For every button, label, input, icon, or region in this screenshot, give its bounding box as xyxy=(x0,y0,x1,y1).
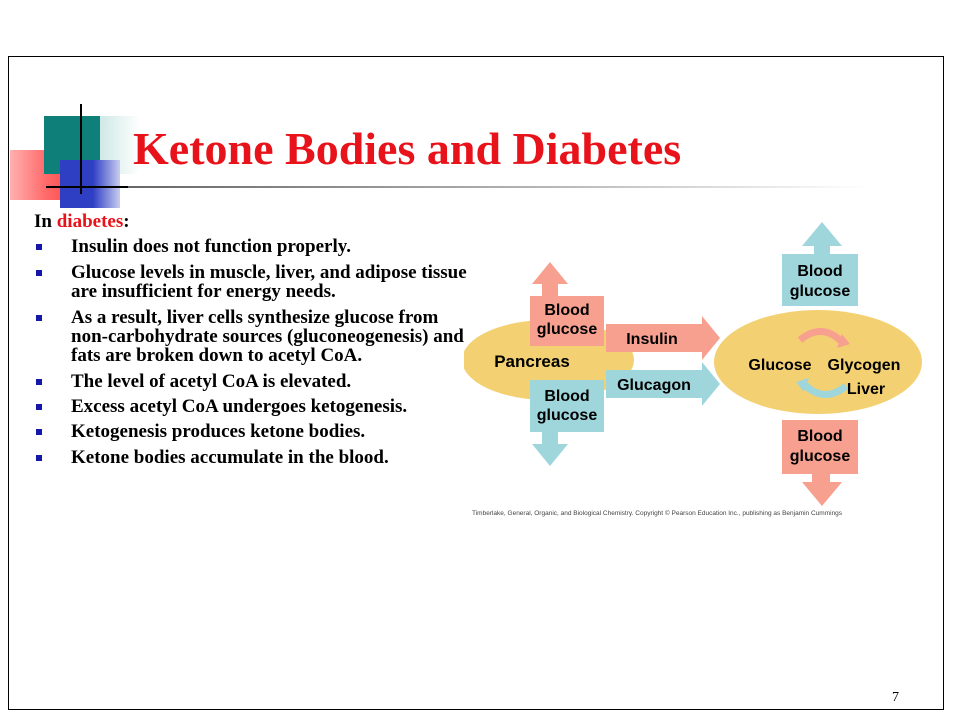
decor-blue-square xyxy=(60,160,120,208)
intro-line xyxy=(34,212,479,231)
bullet-item xyxy=(34,237,479,256)
bullet-icon xyxy=(36,404,42,410)
glucose-label: Glucose xyxy=(748,357,812,374)
bullet-icon xyxy=(36,270,42,276)
bullet-item xyxy=(34,448,479,467)
liver-blood-down-line2: glucose xyxy=(789,448,851,465)
bullet-text: Ketone bodies accumulate in the blood. xyxy=(71,446,389,468)
page-number: 7 xyxy=(892,690,899,705)
intro-suffix: : xyxy=(123,211,130,232)
bullet-icon xyxy=(36,379,42,385)
diagram-caption: Timberlake, General, Organic, and Biological Chemistry. Copyright © Pearson Education Inc., publishing as Benjamin Cummings xyxy=(472,510,843,517)
liver-blood-up-line1: Blood xyxy=(797,263,843,280)
bullet-text: As a result, liver cells synthesize glucose from non-carbohydrate sources (gluconeogenesis) and fats are broken down to acetyl CoA. xyxy=(71,306,464,367)
bullet-item xyxy=(34,263,479,302)
pancreas-blood-down-line2: glucose xyxy=(536,407,598,424)
pancreas-blood-down-line1: Blood xyxy=(544,388,590,405)
body-text xyxy=(34,212,479,473)
bullet-item xyxy=(34,397,479,416)
bullet-icon xyxy=(36,455,42,461)
liver-label: Liver xyxy=(846,381,886,398)
bullet-item xyxy=(34,308,479,366)
liver-blood-up-line2: glucose xyxy=(789,283,851,300)
bullet-text: Glucose levels in muscle, liver, and adipose tissue are insufficient for energy needs. xyxy=(71,261,467,303)
pancreas-blood-up-line1: Blood xyxy=(544,302,590,319)
insulin-label: Insulin xyxy=(626,331,678,348)
glycogen-label: Glycogen xyxy=(827,357,901,374)
bullet-icon xyxy=(36,429,42,435)
liver-blood-down-line1: Blood xyxy=(797,428,843,445)
bullet-text: The level of acetyl CoA is elevated. xyxy=(71,370,352,392)
intro-prefix: In xyxy=(34,211,57,232)
bullet-icon xyxy=(36,315,42,321)
glucose-regulation-diagram xyxy=(464,218,940,524)
decor-vertical-line xyxy=(80,104,82,194)
bullet-icon xyxy=(36,244,42,250)
slide-title: Ketone Bodies and Diabetes xyxy=(133,123,682,174)
bullet-text: Ketogenesis produces ketone bodies. xyxy=(71,421,366,443)
bullet-list xyxy=(34,237,479,467)
bullet-text: Insulin does not function properly. xyxy=(71,236,351,258)
intro-highlight: diabetes xyxy=(56,211,124,232)
pancreas-label: Pancreas xyxy=(494,352,570,371)
glucagon-label: Glucagon xyxy=(617,377,691,394)
pancreas-blood-up-line2: glucose xyxy=(536,321,598,338)
bullet-item xyxy=(34,372,479,391)
title-underline xyxy=(128,186,868,188)
bullet-item xyxy=(34,422,479,441)
bullet-text: Excess acetyl CoA undergoes ketogenesis. xyxy=(71,396,408,417)
decor-horizontal-line xyxy=(46,186,136,188)
